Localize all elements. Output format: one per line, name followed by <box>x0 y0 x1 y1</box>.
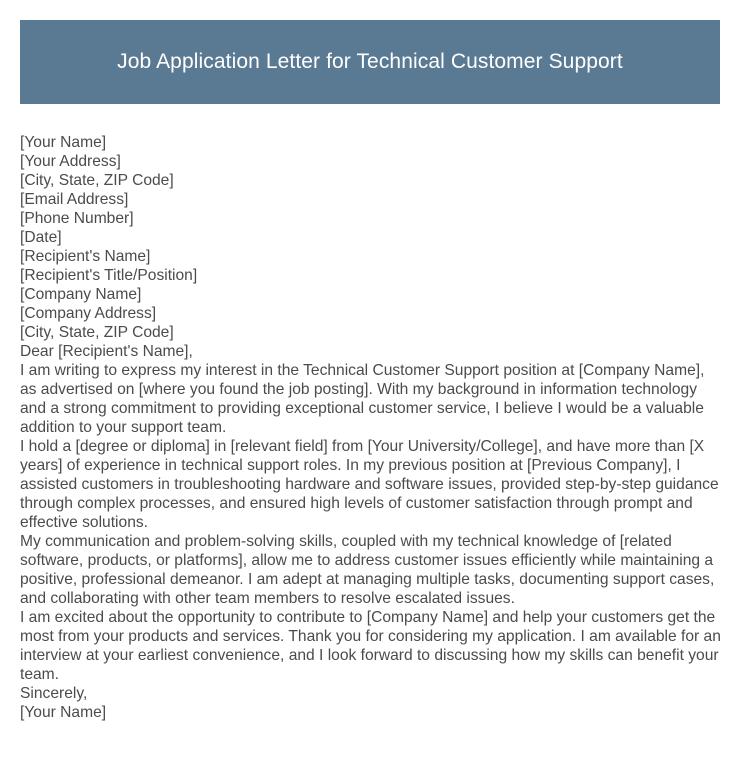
sender-phone: [Phone Number] <box>20 210 134 227</box>
paragraph-closing: I am excited about the opportunity to contribute to [Company Name] and help your customers get the most from your products and services. Thank you for considering my application. I am available for an interview at your earliest convenience, and I look forward to discussing how my skills can benefit your team. <box>20 609 721 683</box>
sender-address: [Your Address] <box>20 153 121 170</box>
paragraph-skills: My communication and problem-solving skills, coupled with my technical knowledge of [related software, products, or platforms], allow me to address customer issues efficiently while maintaining a positive, professional demeanor. I am adept at managing multiple tasks, documenting support cases, and collaborating with other team members to resolve escalated issues. <box>20 533 715 607</box>
salutation: Dear [Recipient's Name], <box>20 343 193 360</box>
recipient-company: [Company Name] <box>20 286 142 303</box>
letter-date: [Date] <box>20 229 62 246</box>
paragraph-background: I hold a [degree or diploma] in [relevant field] from [Your University/College], and have more than [X years] of experience in technical support roles. In my previous position at [Previous Company], I assisted customers in troubleshooting hardware and software issues, provided step-by-step guidance through complex processes, and ensured high levels of customer satisfaction through prompt and effective solutions. <box>20 438 719 531</box>
sender-name: [Your Name] <box>20 134 107 151</box>
closing: Sincerely, <box>20 685 88 702</box>
paragraph-intro: I am writing to express my interest in the Technical Customer Support position at [Company Name], as advertised on [where you found the job posting]. With my background in information technology and a strong commitment to providing exceptional customer service, I believe I would be a valuable addition to your support team. <box>20 362 705 436</box>
recipient-city-state-zip: [City, State, ZIP Code] <box>20 324 174 341</box>
document-title: Job Application Letter for Technical Customer Support <box>117 50 623 73</box>
signature: [Your Name] <box>20 704 107 721</box>
recipient-address: [Company Address] <box>20 305 157 322</box>
sender-city-state-zip: [City, State, ZIP Code] <box>20 172 174 189</box>
recipient-name: [Recipient's Name] <box>20 248 151 265</box>
title-banner <box>20 20 720 104</box>
recipient-title: [Recipient's Title/Position] <box>20 267 198 284</box>
sender-email: [Email Address] <box>20 191 129 208</box>
letter-body <box>20 133 722 722</box>
